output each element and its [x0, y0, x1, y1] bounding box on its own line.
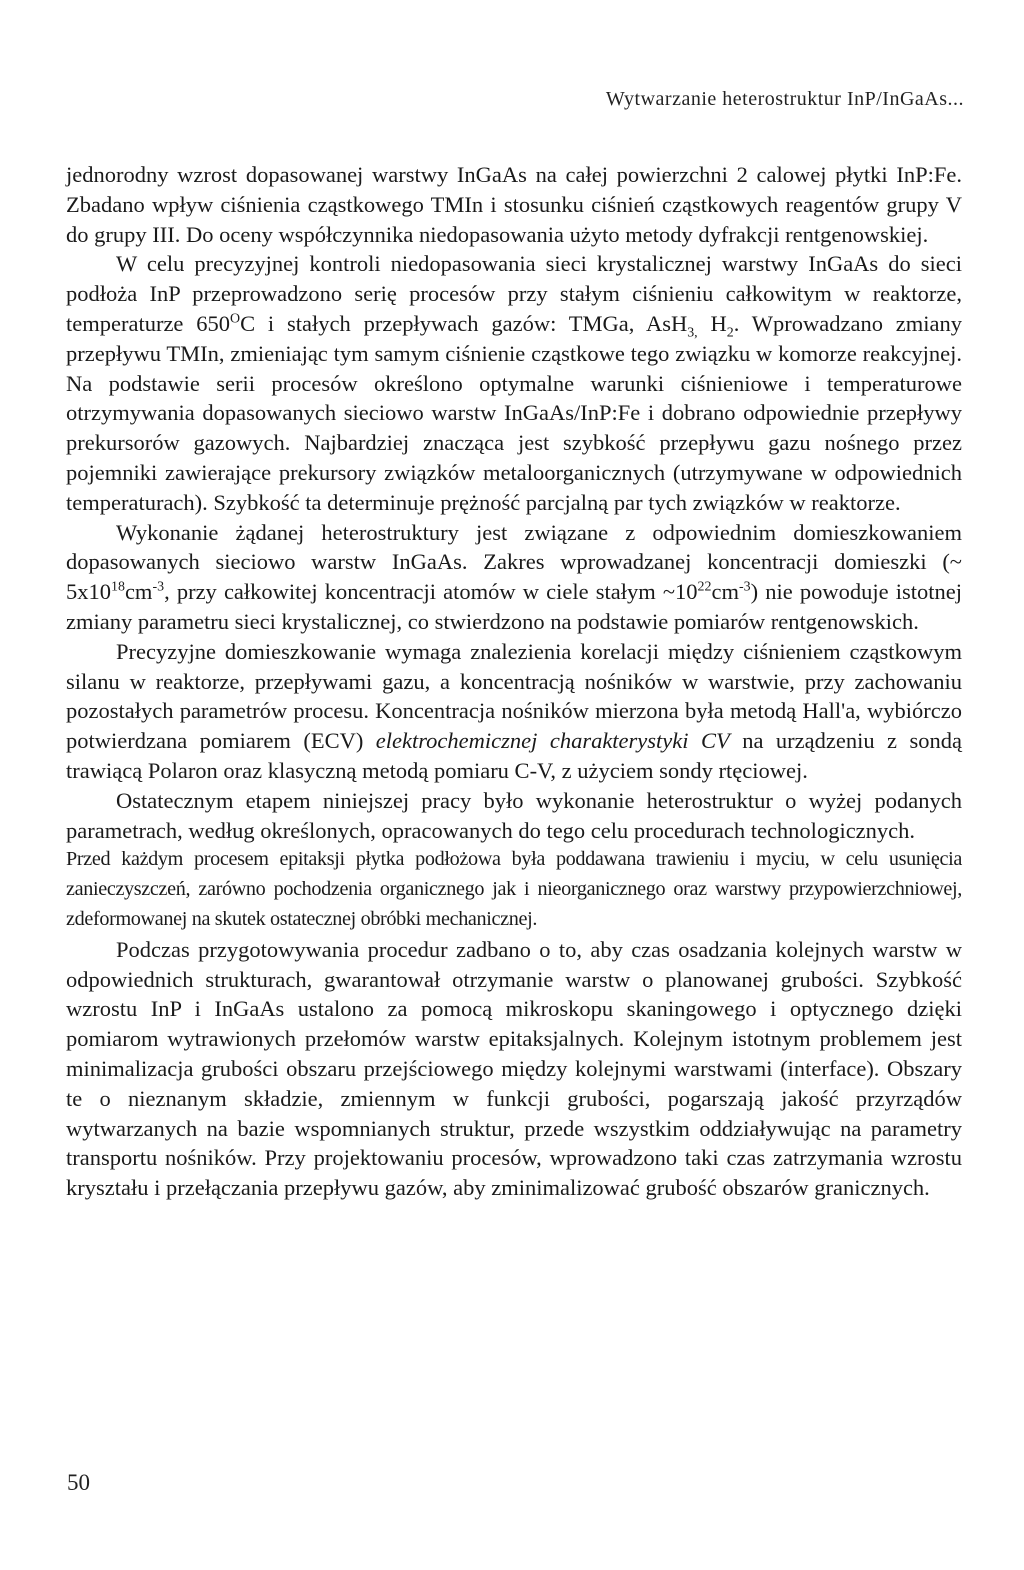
- paragraph-2-part-d: . Wprowadzano zmiany przepływu TMIn, zmieniając tym samym ciśnienie cząstkowe tego związku w komorze reakcyjnej. Na podstawie serii procesów określono optymalne warunki ciśnieniowe i temperaturowe otrzymywania dopasowanych sieciowo warstw InGaAs/InP:Fe i dobrano odpowiednie przepływy prekursorów gazowych. Najbardziej znacząca jest szybkość przepływu gazu nośnego przez pojemniki zawierające prekursory związków metaloorganicznych (utrzymywane w odpowiednich temperaturach). Szybkość ta determinuje prężność parcjalną par tych związków w reaktorze.: [66, 310, 963, 515]
- paragraph-4-part-a: Precyzyjne domieszkowanie wymaga znalezienia korelacji między ciśnieniem cząstkowym silanu w reaktorze, przepływami gazu, a koncentracją nośników w warstwie, przy zachowaniu pozostałych parametrów procesu. Koncentracja nośników mierzona była metodą Hall'a, wybiórczo potwierdzana pomiarem (ECV): [66, 638, 962, 754]
- paragraph-2-part-a: W celu precyzyjnej kontroli niedopasowania sieci krystalicznej warstwy InGaAs do sieci podłoża InP przeprowadzono serię procesów przy stałym ciśnieniu całkowitym w reaktorze, temperaturze 650: [66, 251, 962, 336]
- ash3-subscript: 3,: [687, 325, 698, 341]
- paragraph-4: [66, 637, 962, 786]
- body-text: [66, 160, 962, 1203]
- paragraph-2: [66, 249, 962, 517]
- paragraph-1: jednorodny wzrost dopasowanej warstwy InGaAs na całej powierzchni 2 calowej płytki InP:Fe. Zbadano wpływ ciśnienia cząstkowego TMIn i stosunku ciśnień cząstkowych reagentów grupy V do grupy III. Do oceny współczynnika niedopasowania użyto metody dyfrakcji rentgenowskiej.: [66, 162, 962, 247]
- paragraph-3-part-d: cm: [711, 579, 739, 605]
- paragraph-3-part-b: cm: [124, 579, 153, 605]
- degree-superscript: O: [230, 311, 241, 327]
- paragraph-2-part-c: H: [697, 310, 727, 336]
- paragraph-4-italic: elektrochemicznej charakterystyki CV: [375, 728, 730, 754]
- exponent-minus-3-a: -3: [152, 579, 165, 595]
- running-header: Wytwarzanie heterostruktur InP/InGaAs...: [605, 88, 964, 110]
- page-number: 50: [67, 1470, 90, 1495]
- exponent-18: 18: [111, 579, 125, 595]
- paragraph-6: Przed każdym procesem epitaksji płytka podłożowa była poddawana trawieniu i myciu, w celu usunięcia zanieczyszczeń, zarówno pochodzenia organicznego jak i nieorganicznego oraz warstwy przypowierzchniowej, zdeformowanej na skutek ostatecznej obróbki mechanicznej.: [66, 848, 962, 930]
- paragraph-5: Ostatecznym etapem niniejszej pracy było wykonanie heterostruktur o wyżej podanych parametrach, według określonych, opracowanych do tego celu procedurach technologicznych.: [66, 787, 962, 843]
- paragraph-4-part-b: na urządzeniu z sondą trawiącą Polaron oraz klasyczną metodą pomiaru C-V, z użyciem sondy rtęciowej.: [66, 728, 962, 783]
- exponent-minus-3-b: -3: [738, 579, 751, 595]
- paragraph-3-part-e: ) nie powoduje istotnej zmiany parametru sieci krystalicznej, co stwierdzono na podstawie pomiarów rentgenowskich.: [66, 579, 962, 634]
- h2-subscript: 2: [726, 325, 734, 341]
- paragraph-3: [66, 518, 962, 637]
- exponent-22: 22: [697, 579, 712, 595]
- paragraph-3-part-a: Wykonanie żądanej heterostruktury jest związane z odpowiednim domieszkowaniem dopasowanych sieciowo warstw InGaAs. Zakres wprowadzanej koncentracji domieszki (~ 5x10: [66, 519, 962, 605]
- paragraph-7: Podczas przygotowywania procedur zadbano o to, aby czas osadzania kolejnych warstw w odpowiednich strukturach, gwarantował otrzymanie warstw o planowanej grubości. Szybkość wzrostu InP i InGaAs ustalono za pomocą mikroskopu skaningowego i optycznego dzięki pomiarom wytrawionych przełomów warstw epitaksjalnych. Kolejnym istotnym problemem jest minimalizacja grubości obszaru przejściowego między kolejnymi warstwami (interface). Obszary te o nieznanym składzie, zmiennym w funkcji grubości, pogarszają jakość przyrządów wytwarzanych na bazie wspomnianych struktur, przede wszystkim oddziaływując na parametry transportu nośników. Przy projektowaniu procesów, wprowadzono taki czas zatrzymania wzrostu kryształu i przełączania przepływu gazów, aby zminimalizować grubość obszarów granicznych.: [66, 936, 962, 1201]
- paragraph-2-part-b: C i stałych przepływach gazów: TMGa, AsH: [240, 310, 688, 336]
- paragraph-3-part-c: , przy całkowitej koncentracji atomów w ciele stałym ~10: [164, 579, 698, 605]
